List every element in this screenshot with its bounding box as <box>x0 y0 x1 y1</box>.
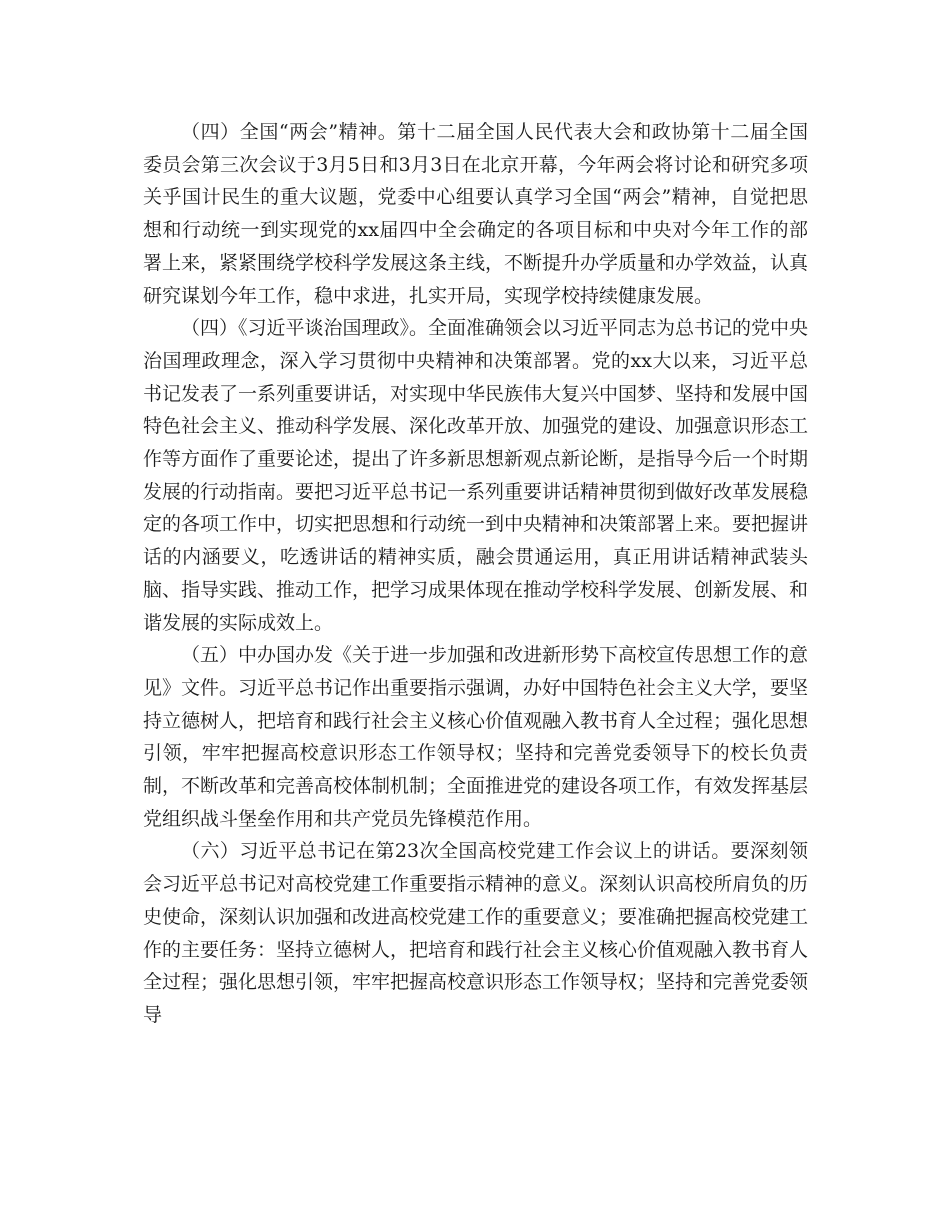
paragraph-party-building-speech: （六）习近平总书记在第23次全国高校党建工作会议上的讲话。要深刻领会习近平总书记对高校党建工作重要指示精神的意义。深刻认识高校所肩负的历史使命，深刻认识加强和改进高校党建工作的重要意义；要准确把握高校党建工作的主要任务：坚持立德树人，把培育和践行社会主义核心价值观融入教书育人全过程；强化思想引领，牢牢把握高校意识形态工作领导权；坚持和完善党委领导 <box>143 840 809 1026</box>
paragraph-propaganda-opinion: （五）中办国办发《关于进一步加强和改进新形势下高校宣传思想工作的意见》文件。习近平总书记作出重要指示强调，办好中国特色社会主义大学，要坚持立德树人，把培育和践行社会主义核心价值观融入教书育人全过程；强化思想引领，牢牢把握高校意识形态工作领导权；坚持和完善党委领导下的校长负责制，不断改革和完善高校体制机制；全面推进党的建设各项工作，有效发挥基层党组织战斗堡垒作用和共产党员先锋模范作用。 <box>143 644 809 830</box>
paragraph-two-sessions: （四）全国“两会”精神。第十二届全国人民代表大会和政协第十二届全国委员会第三次会议于3月5日和3月3日在北京开幕，今年两会将讨论和研究多项关乎国计民生的重大议题，党委中心组要认真学习全国“两会”精神，自觉把思想和行动统一到实现党的xx届四中全会确定的各项目标和中央对今年工作的部署上来，紧紧围绕学校科学发展这条主线，不断提升办学质量和办学效益，认真研究谋划今年工作，稳中求进，扎实开局，实现学校持续健康发展。 <box>143 121 809 307</box>
paragraph-governance-book: （四）《习近平谈治国理政》。全面准确领会以习近平同志为总书记的党中央治国理政理念，深入学习贯彻中央精神和决策部署。党的xx大以来，习近平总书记发表了一系列重要讲话，对实现中华民族伟大复兴中国梦、坚持和发展中国特色社会主义、推动科学发展、深化改革开放、加强党的建设、加强意识形态工作等方面作了重要论述，提出了许多新思想新观点新论断，是指导今后一个时期发展的行动指南。要把习近平总书记一系列重要讲话精神贯彻到做好改革发展稳定的各项工作中，切实把思想和行动统一到中央精神和决策部署上来。要把握讲话的内涵要义，吃透讲话的精神实质，融会贯通运用，真正用讲话精神武装头脑、指导实践、推动工作，把学习成果体现在推动学校科学发展、创新发展、和谐发展的实际成效上。 <box>143 317 809 634</box>
document-body <box>143 116 808 1032</box>
